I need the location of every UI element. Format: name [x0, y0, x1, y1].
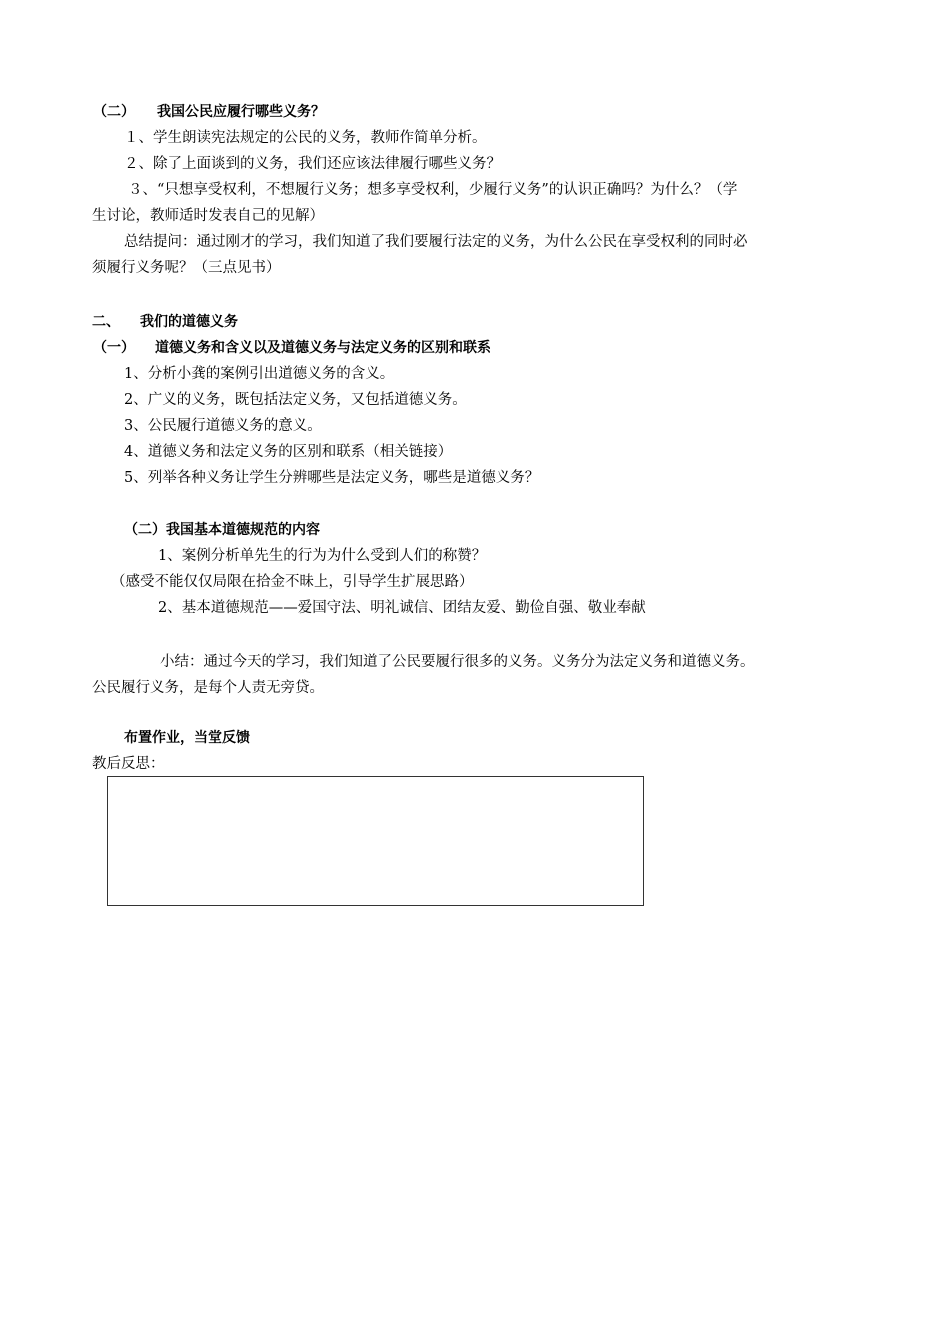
- list-item: 1、案例分析单先生的行为为什么受到人们的称赞？: [158, 548, 487, 564]
- heading-text: 我国公民应履行哪些义务？: [157, 104, 325, 120]
- reflection-label: 教后反思：: [92, 756, 165, 772]
- note-text: （感受不能仅仅局限在拾金不昧上，引导学生扩展思路）: [111, 574, 474, 590]
- paragraph-item-continued: 生讨论，教师适时发表自己的见解）: [92, 208, 324, 224]
- reflection-box: [107, 776, 644, 906]
- subsection-heading: （二）我国基本道德规范的内容: [124, 522, 320, 538]
- section-heading: [93, 102, 325, 122]
- heading-number: （二）: [93, 104, 135, 120]
- list-item: 1、分析小龚的案例引出道德义务的含义。: [124, 366, 395, 382]
- summary-paragraph-continued: 须履行义务呢？（三点见书）: [92, 260, 281, 276]
- conclusion-paragraph: 小结：通过今天的学习，我们知道了公民要履行很多的义务。义务分为法定义务和道德义务。: [160, 654, 755, 670]
- heading-text: 我们的道德义务: [140, 314, 238, 330]
- list-item: 2、基本道德规范——爱国守法、明礼诚信、团结友爱、勤俭自强、敬业奉献: [158, 600, 646, 616]
- homework-heading: 布置作业，当堂反馈: [124, 730, 250, 746]
- summary-paragraph: 总结提问：通过刚才的学习，我们知道了我们要履行法定的义务，为什么公民在享受权利的同时必: [124, 234, 748, 250]
- list-item: 4、道德义务和法定义务的区别和联系（相关链接）: [124, 444, 453, 460]
- conclusion-paragraph-continued: 公民履行义务，是每个人责无旁贷。: [92, 680, 324, 696]
- paragraph-item: ３、“只想享受权利，不想履行义务；想多享受权利，少履行义务”的认识正确吗？为什么？（学: [128, 182, 738, 198]
- list-item: 2、广义的义务，既包括法定义务，又包括道德义务。: [124, 392, 467, 408]
- heading-text: 道德义务和含义以及道德义务与法定义务的区别和联系: [155, 340, 491, 356]
- section-heading: [92, 312, 238, 332]
- list-item: 3、公民履行道德义务的意义。: [124, 418, 322, 434]
- heading-number: （一）: [93, 340, 135, 356]
- subsection-heading: [93, 338, 491, 358]
- list-item: 5、列举各种义务让学生分辨哪些是法定义务，哪些是道德义务？: [124, 470, 540, 486]
- paragraph-item: ２、除了上面谈到的义务，我们还应该法律履行哪些义务？: [124, 156, 501, 172]
- paragraph-item: １、学生朗读宪法规定的公民的义务，教师作简单分析。: [124, 130, 487, 146]
- heading-number: 二、: [92, 314, 120, 330]
